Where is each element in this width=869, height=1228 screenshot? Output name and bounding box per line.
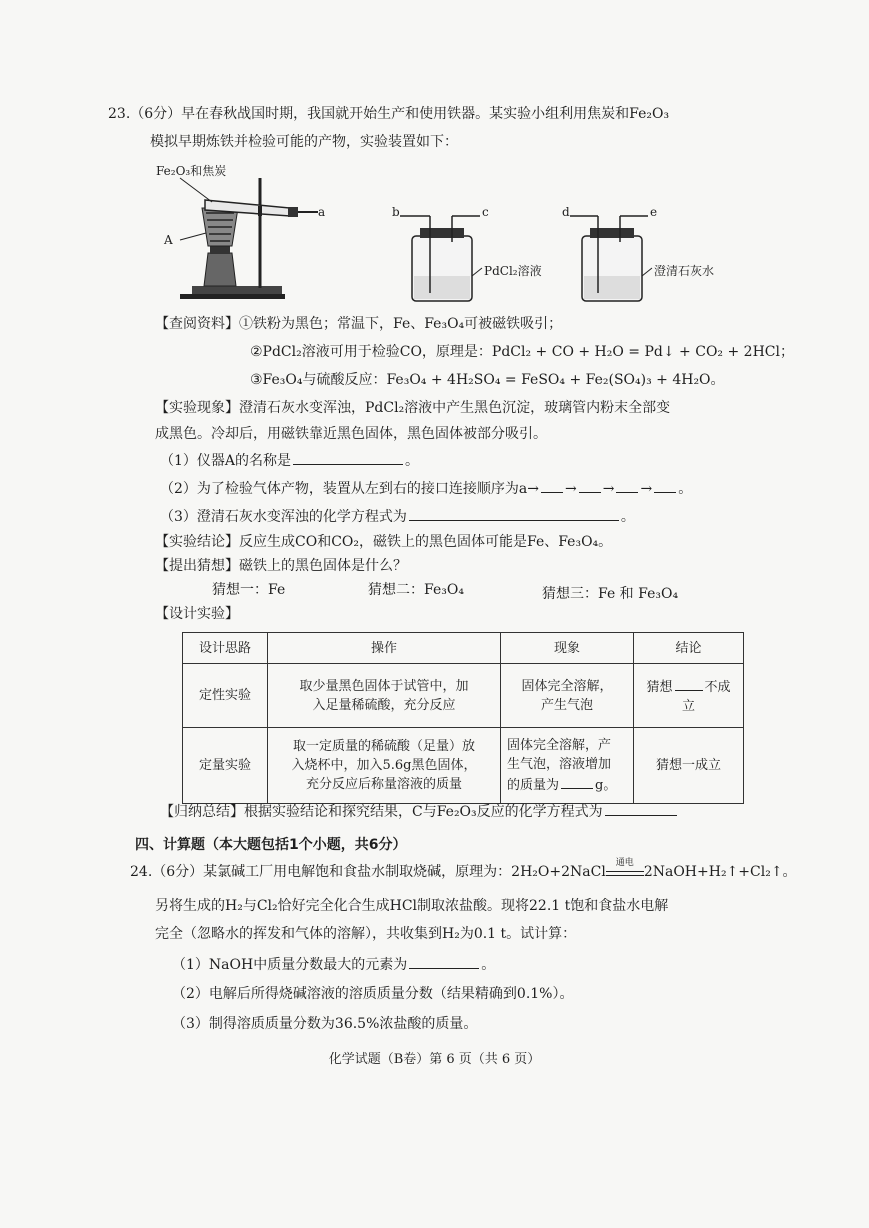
ref-line2: ②PdCl₂溶液可用于检验CO，原理是：PdCl₂ + CO + H₂O = Pd↓ + CO₂ + 2HCl； [250, 344, 794, 360]
hypothesis-1: 猜想一：Fe [212, 582, 286, 598]
label-limewater: 澄清石灰水 [654, 264, 715, 278]
pdcl2-bottle [400, 216, 482, 301]
alcohol-lamp-icon [204, 253, 236, 286]
ref-line1: 【查阅资料】①铁粉为黑色；常温下，Fe、Fe₃O₄可被磁铁吸引； [155, 316, 563, 332]
cell-conclusion: 猜想 不成立 [634, 664, 744, 728]
experiment-table [182, 632, 744, 804]
ref-line3: ③Fe₃O₄与硫酸反应：Fe₃O₄ + 4H₂SO₄ = FeSO₄ + Fe₂(SO₄)₃ + 4H₂O。 [250, 372, 725, 388]
answer-blank-instrument[interactable] [293, 450, 403, 465]
col-header-conclusion: 结论 [634, 633, 744, 664]
q23-sub2: （2）为了检验气体产物，装置从左到右的接口连接顺序为a→ → → → 。 [160, 478, 692, 499]
answer-blank-port-1[interactable] [541, 478, 563, 493]
phenomenon-line2: 成黑色。冷却后，用磁铁靠近黑色固体，黑色固体被部分吸引。 [155, 426, 547, 442]
design-experiment-heading: 【设计实验】 [155, 606, 239, 622]
label-port-a: a [318, 205, 326, 219]
summary-line: 【归纳总结】根据实验结论和探究结果，C与Fe₂O₃反应的化学方程式为 [160, 801, 679, 822]
reaction-condition-arrow: 通电 [606, 865, 644, 876]
label-port-c: c [482, 205, 489, 219]
answer-blank-summary-equation[interactable] [605, 801, 677, 816]
page-footer: 化学试题（B卷）第 6 页（共 6 页） [328, 1052, 541, 1067]
cell-operation: 取少量黑色固体于试管中，加 入足量稀硫酸，充分反应 [268, 664, 501, 728]
limewater-bottle [570, 216, 652, 301]
table-row [183, 664, 744, 728]
q23-intro-line2: 模拟早期炼铁并检验可能的产物，实验装置如下： [150, 134, 458, 150]
hypothesis-2: 猜想二：Fe₃O₄ [368, 582, 464, 598]
q23-sub3: （3）澄清石灰水变浑浊的化学方程式为 。 [160, 506, 635, 527]
cell-operation: 取一定质量的稀硫酸（足量）放 入烧杯中，加入5.6g黑色固体， 充分反应后称量溶液的质量 [268, 728, 501, 804]
hypothesis-3: 猜想三：Fe 和 Fe₃O₄ [542, 586, 679, 602]
label-pdcl2: PdCl₂溶液 [484, 264, 542, 278]
cell-phenomenon: 固体完全溶解，产 生气泡，溶液增加 的质量为 g。 [501, 728, 634, 804]
answer-blank-port-3[interactable] [616, 478, 638, 493]
section-4-heading: 四、计算题（本大题包括1个小题，共6分） [135, 837, 407, 853]
label-port-d: d [562, 205, 570, 219]
col-header-phenomenon: 现象 [501, 633, 634, 664]
answer-blank-equation[interactable] [409, 506, 619, 521]
answer-blank-port-2[interactable] [579, 478, 601, 493]
cell-phenomenon: 固体完全溶解， 产生气泡 [501, 664, 634, 728]
cell-idea: 定量实验 [183, 728, 268, 804]
q24-line1: 24.（6分）某氯碱工厂用电解饱和食盐水制取烧碱，原理为：2H₂O+2NaCl 通电 2NaOH+H₂↑+Cl₂↑。 [130, 858, 797, 880]
cell-idea: 定性实验 [183, 664, 268, 728]
cell-conclusion: 猜想一成立 [634, 728, 744, 804]
col-header-operation: 操作 [268, 633, 501, 664]
label-port-e: e [650, 205, 658, 219]
q23-sub1: （1）仪器A的名称是 。 [160, 450, 419, 471]
q24-sub1: （1）NaOH中质量分数最大的元素为 。 [172, 954, 495, 975]
col-header-idea: 设计思路 [183, 633, 268, 664]
answer-blank-mass[interactable] [561, 774, 593, 789]
label-port-b: b [392, 205, 400, 219]
answer-blank-port-4[interactable] [654, 478, 676, 493]
label-reactants: Fe₂O₃和焦炭 [156, 164, 227, 178]
answer-blank-hypothesis[interactable] [675, 676, 703, 691]
table-header-row [183, 633, 744, 664]
q24-sub2: （2）电解后所得烧碱溶液的溶质质量分数（结果精确到0.1%）。 [172, 986, 574, 1002]
q24-line2: 另将生成的H₂与Cl₂恰好完全化合生成HCl制取浓盐酸。现将22.1 t饱和食盐水电解 [155, 898, 669, 914]
q24-line3: 完全（忽略水的挥发和气体的溶解），共收集到H₂为0.1 t。试计算： [155, 926, 577, 942]
label-instrument-a: A [164, 233, 173, 247]
experiment-conclusion: 【实验结论】反应生成CO和CO₂，磁铁上的黑色固体可能是Fe、Fe₃O₄。 [155, 534, 613, 550]
hypothesis-question: 【提出猜想】磁铁上的黑色固体是什么？ [155, 558, 407, 574]
q24-sub3: （3）制得溶质质量分数为36.5%浓盐酸的质量。 [172, 1016, 478, 1032]
answer-blank-element[interactable] [409, 954, 479, 969]
table-row [183, 728, 744, 804]
q23-intro-line1: 23.（6分）早在春秋战国时期，我国就开始生产和使用铁器。某实验小组利用焦炭和Fe₂O₃ [108, 106, 670, 122]
apparatus-figure [150, 158, 750, 308]
phenomenon-line1: 【实验现象】澄清石灰水变浑浊，PdCl₂溶液中产生黑色沉淀，玻璃管内粉末全部变 [155, 400, 671, 416]
